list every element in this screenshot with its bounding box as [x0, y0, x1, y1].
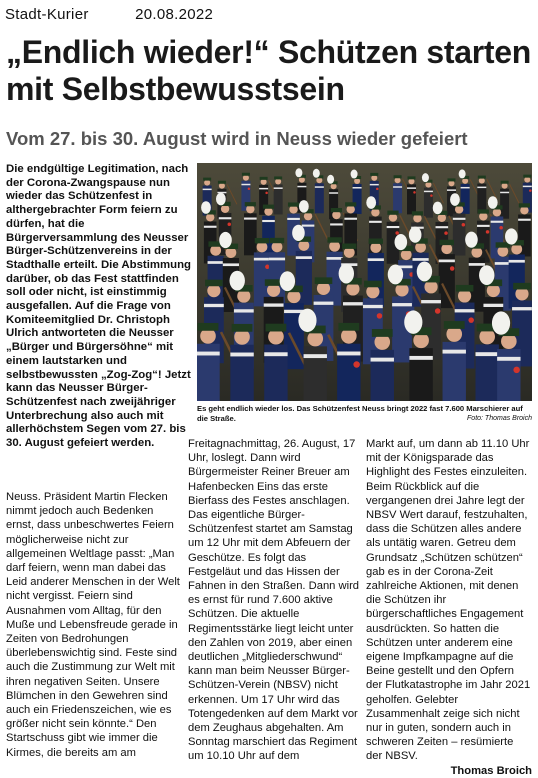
- article-column-1: [6, 490, 182, 760]
- headline: „Endlich wieder!“ Schützen starten mit Selbstbewusstsein: [6, 34, 532, 107]
- column-2-text: Freitagnachmittag, 26. August, 17 Uhr, loslegt. Dann wird Bürgermeister Reiner Breuer am Hafenbecken Eins das erste Bierfass des Festes anschlagen. Das eigentliche Bürger-Schützenfest startet am Samstag um 12 Uhr mit dem Abfeuern der Geschütze. Es folgt das Festgeläut und das Hissen der Fahnen in den Straßen. Dann wird es ernst für rund 7.600 aktive Schützen. Die aktuelle Regimentsstärke liegt leicht unter den Zahlen von 2019, aber einen deutlichen „Mitgliederschwund“ kann man beim Neusser Bürger-Schützen-Verein (NBSV) nicht erkennen. Um 17 Uhr wird das Totengedenken auf dem Markt vor dem Zeughaus abgehalten. Am Sonntag marschiert das Regiment um 10.10 Uhr auf dem: [188, 438, 360, 763]
- lead-paragraph: Die endgültige Legitimation, nach der Corona-Zwangspause nun wieder das Schützenfest in althergebrachter Form feiern zu dürfen, hat die Bürgerversammlung des Neusser Bürger-Schützenvereins in der Stadthalle erteilt. Die Abstimmung darüber, ob das Fest stattfinden soll oder nicht, ist einstimmig ausgefallen. Auf die Frage von Komiteemitglied Dr. Christoph Ulrich antworteten die Neusser „Bürger und Bürgersöhne“ mit einem lautstarken und selbstbewussten „Zog-Zog“! Jetzt kann das Neusser Bürger-Schützenfest nach zweijähriger Unterbrechung also auch mit allerhöchstem Segen vom 27. bis 30. August gefeiert werden.: [6, 163, 192, 450]
- masthead: [5, 6, 533, 23]
- publication-name: Stadt-Kurier: [5, 6, 89, 23]
- column-1-text: Neuss. Präsident Martin Flecken nimmt jedoch auch Bedenken ernst, dass unbeschwertes Feiern möglicherweise nicht zur allgemeinen Weltlage passt: „Man darf feiern, wenn man dabei das Leid anderer Menschen in der Welt nicht vergisst. Feiern sind Ausnahmen vom Alltag, für den Muße und Lebensfreude gerade in Zeiten von Bedrohungen überlebenswichtig sind. Feste sind auch die Zustimmung zur Welt mit ihren negativen Seiten. Unsere Blümchen in den Gewehren sind auch ein Friedenszeichen, wie es größer nicht sein könnte.“ Den Startschuss gibt wie immer die Kirmes, die bereits am am: [6, 491, 180, 759]
- article-photo: [197, 163, 532, 401]
- photo-credit: Foto: Thomas Broich: [467, 415, 532, 422]
- photo-caption: [197, 404, 532, 424]
- subheadline: Vom 27. bis 30. August wird in Neuss wieder gefeiert: [6, 128, 468, 149]
- caption-text: Es geht endlich wieder los. Das Schützenfest Neuss bringt 2022 fast 7.600 Marschierer auf die Straße.: [197, 404, 523, 423]
- author-byline: Thomas Broich: [450, 764, 532, 777]
- marching-schuetzen-image: [197, 163, 532, 401]
- article-column-3: [366, 437, 532, 778]
- column-3-text: Markt auf, um dann ab 11.10 Uhr mit der Königsparade das Highlight des Festes einzuleiten. Beim Rückblick auf die vergangenen drei Jahre legt der NBSV Wert darauf, festzuhalten, dass die Schützen alles andere als untätig waren. Getreu dem Grundsatz „Schützen schützen“ gab es in der Corona-Zeit zahlreiche Aktionen, mit denen die Schützen ihr bürgerschaftliches Engagement ausdrückten. So hatten die Schützen unter anderem eine eigene Impfkampagne auf die Beine gestellt und den Opfern der Flutkatastrophe im Jahr 2021 geholfen. Gelebter Zusammenhalt zeige sich nicht nur in guten, sondern auch in schweren Zeiten – resümierte der NBSV.: [366, 438, 531, 763]
- article-column-2: [188, 437, 360, 764]
- issue-date: 20.08.2022: [135, 6, 214, 23]
